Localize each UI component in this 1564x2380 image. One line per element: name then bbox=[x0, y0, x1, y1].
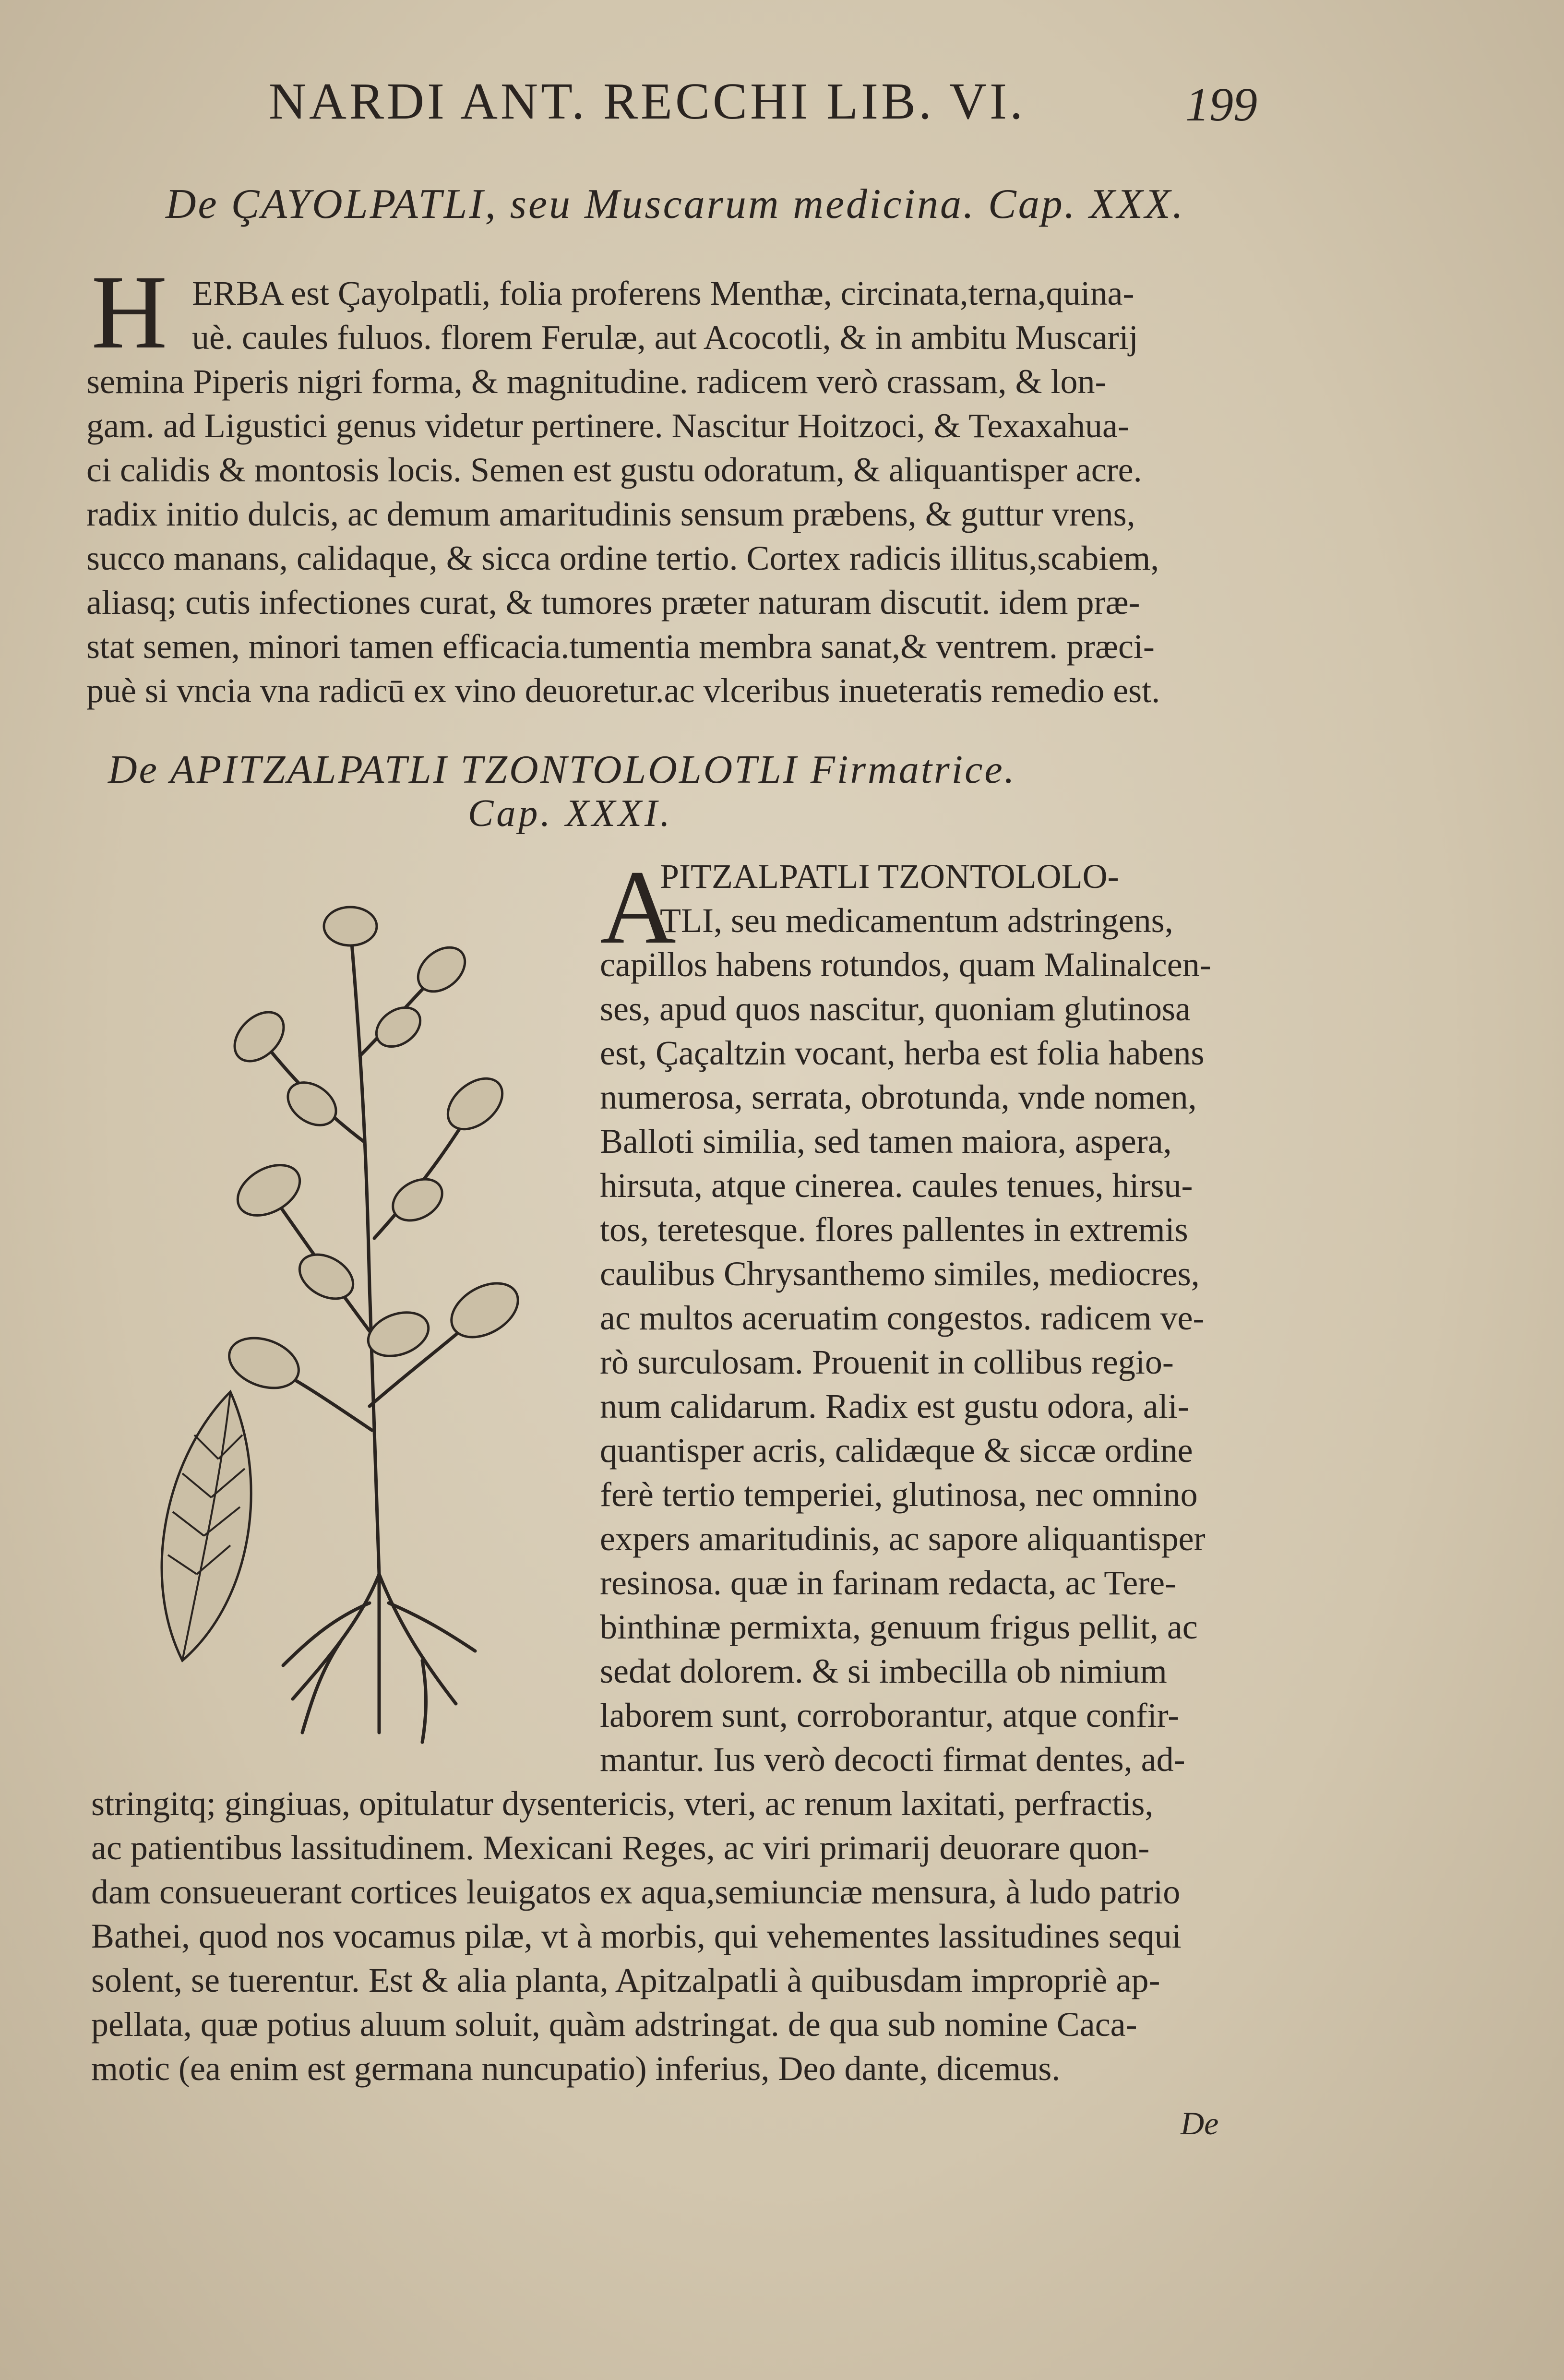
text-line: motic (ea enim est germana nuncupatio) inferius, Deo dante, dicemus. bbox=[91, 2049, 1061, 2088]
text-line: puè si vncia vna radicū ex vino deuoretur.ac vlceribus inueteratis remedio est. bbox=[86, 671, 1160, 710]
text-line: numerosa, serrata, obrotunda, vnde nomen, bbox=[600, 1078, 1197, 1116]
text-line: stringitq; gingiuas, opitulatur dysentericis, vteri, ac renum laxitati, perfractis, bbox=[91, 1784, 1154, 1823]
text-line: Bathei, quod nos vocamus pilæ, vt à morbis, qui vehementes lassitudines sequi bbox=[91, 1917, 1182, 1955]
text-line: est, Çaçaltzin vocant, herba est folia habens bbox=[600, 1034, 1205, 1072]
text-line: caulibus Chrysanthemo similes, mediocres, bbox=[600, 1255, 1200, 1293]
text-line: semina Piperis nigri forma, & magnitudine. radicem verò crassam, & lon- bbox=[86, 362, 1107, 401]
text-line: aliasq; cutis infectiones curat, & tumores præter naturam discutit. idem præ- bbox=[86, 583, 1140, 622]
chapter-31-caption-cap: Cap. XXXI. bbox=[468, 792, 673, 835]
page-number: 199 bbox=[1185, 78, 1257, 131]
chapter-31-dropcap: A bbox=[600, 849, 676, 966]
text-line: uè. caules fuluos. florem Ferulæ, aut Acocotli, & in ambitu Muscarij bbox=[192, 318, 1138, 357]
text-line: Balloti similia, sed tamen maiora, aspera, bbox=[600, 1122, 1172, 1160]
text-line: rò surculosam. Prouenit in collibus regio- bbox=[600, 1343, 1174, 1381]
plant-woodcut-illustration bbox=[110, 854, 590, 1785]
text-line: gam. ad Ligustici genus videtur pertinere. Nascitur Hoitzoci, & Texaxahua- bbox=[86, 407, 1129, 445]
catchword: De bbox=[1181, 2105, 1219, 2141]
text-line: binthinæ permixta, genuum frigus pellit, ac bbox=[600, 1608, 1198, 1646]
text-line: ferè tertio temperiei, glutinosa, nec omnino bbox=[600, 1475, 1198, 1514]
text-line: ac patientibus lassitudinem. Mexicani Reges, ac viri primarij deuorare quon- bbox=[91, 1829, 1150, 1867]
text-line: quantisper acris, calidæque & siccæ ordine bbox=[600, 1431, 1193, 1470]
text-line: sedat dolorem. & si imbecilla ob nimium bbox=[600, 1652, 1167, 1690]
text-line: succo manans, calidaque, & sicca ordine tertio. Cortex radicis illitus,scabiem, bbox=[86, 539, 1159, 577]
text-line: ses, apud quos nascitur, quoniam glutinosa bbox=[600, 990, 1191, 1028]
text-line: resinosa. quæ in farinam redacta, ac Tere- bbox=[600, 1564, 1177, 1602]
text-line: solent, se tuerentur. Est & alia planta, Apitzalpatli à quibusdam impropriè ap- bbox=[91, 1961, 1160, 1999]
text-line: capillos habens rotundos, quam Malinalcen- bbox=[600, 945, 1211, 984]
text-line: ac multos aceruatim congestos. radicem ve- bbox=[600, 1299, 1205, 1337]
text-line: hirsuta, atque cinerea. caules tenues, hirsu- bbox=[600, 1166, 1193, 1205]
text-line: num calidarum. Radix est gustu odora, ali- bbox=[600, 1387, 1189, 1425]
text-line: TLI, seu medicamentum adstringens, bbox=[660, 901, 1173, 940]
chapter-31-caption: De APITZALPATLI TZONTOLOLOTLI Firmatrice. bbox=[108, 747, 1016, 792]
text-line: mantur. Ius verò decocti firmat dentes, ad- bbox=[600, 1740, 1185, 1779]
text-line: laborem sunt, corroborantur, atque confir- bbox=[600, 1696, 1180, 1734]
text-line: tos, teretesque. flores pallentes in extremis bbox=[600, 1210, 1188, 1249]
text-line: dam consueuerant cortices leuigatos ex aqua,semiunciæ mensura, à ludo patrio bbox=[91, 1873, 1181, 1911]
text-line: pellata, quæ potius aluum soluit, quàm adstringat. de qua sub nomine Caca- bbox=[91, 2005, 1137, 2044]
text-line: radix initio dulcis, ac demum amaritudinis sensum præbens, & guttur vrens, bbox=[86, 495, 1135, 533]
chapter-30-dropcap: H bbox=[91, 253, 167, 371]
text-line: stat semen, minori tamen efficacia.tumentia membra sanat,& ventrem. præci- bbox=[86, 627, 1155, 666]
text-line: ERBA est Çayolpatli, folia proferens Menthæ, circinata,terna,quina- bbox=[192, 274, 1134, 312]
text-line: ci calidis & montosis locis. Semen est gustu odoratum, & aliquantisper acre. bbox=[86, 451, 1142, 489]
chapter-30-caption: De ÇAYOLPATLI, seu Muscarum medicina. Cap. XXX. bbox=[166, 181, 1185, 227]
text-line: expers amaritudinis, ac sapore aliquantisper bbox=[600, 1519, 1206, 1558]
text-line: PITZALPATLI TZONTOLOLO- bbox=[660, 857, 1119, 896]
running-head: NARDI ANT. RECCHI LIB. VI. bbox=[269, 73, 1026, 130]
